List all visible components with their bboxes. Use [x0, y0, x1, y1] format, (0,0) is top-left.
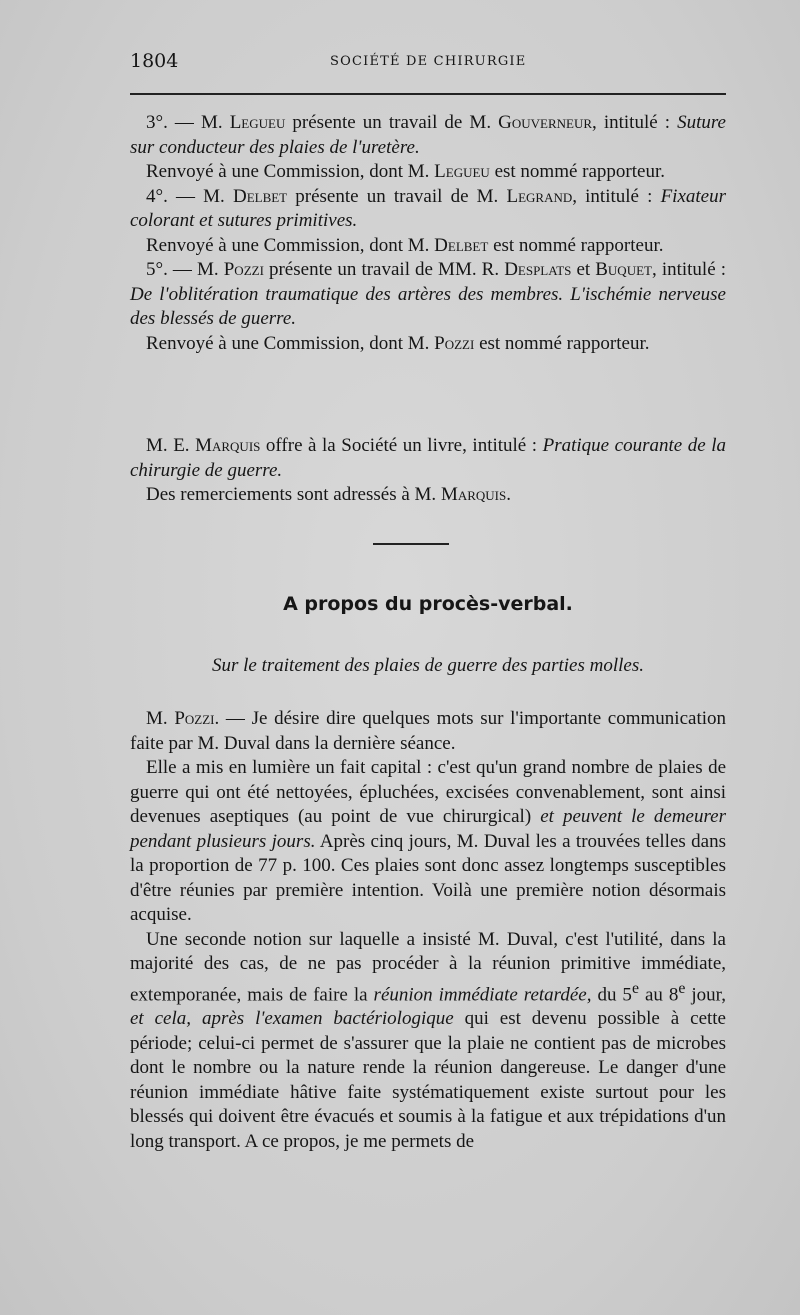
- section-divider: [373, 543, 449, 545]
- marquis-block: [130, 434, 726, 508]
- page-number: 1804: [130, 50, 179, 72]
- paragraph-1: M. Pozzi. — Je désire dire quelques mots sur l'importante communication faite par M. Duval dans la dernière séance.: [130, 708, 727, 754]
- marquis-offer: M. E. Marquis offre à la Société un livre, intitulé : Pratique courante de la chirurgie de guerre.: [130, 435, 726, 481]
- running-title: SOCIÉTÉ DE CHIRURGIE: [330, 54, 527, 69]
- paragraph-3: Une seconde notion sur laquelle a insisté M. Duval, c'est l'utilité, dans la majorité des cas, de ne pas procéder à la réunion primitive immédiate, extemporanée, mais de faire la réunion immédiate retardée, du 5e au 8e jour, et cela, après l'examen bactériologique qui est devenu possible à cette période; celui-ci permet de s'assurer que la plaie ne contient pas de microbes dont le nombre ou la nature rende la réunion dangereuse. Le danger d'une réunion immédiate hâtive faite systématiquement existe surtout pour les blessés qui doivent être évacués et soumis à la fatigue et aux trépidations d'un long transport. A ce propos, je me permets de: [130, 928, 726, 1152]
- item-5-referral: Renvoyé à une Commission, dont M. Pozzi est nommé rapporteur.: [146, 332, 650, 354]
- discussion-body: [130, 707, 726, 1154]
- submissions-block: [130, 111, 726, 356]
- item-3: 3°. — M. Legueu présente un travail de M. Gouverneur, intitulé : Suture sur conducteur des plaies de l'uretère.: [130, 112, 726, 158]
- header-rule: [130, 93, 726, 95]
- section-title: A propos du procès-verbal.: [283, 593, 573, 615]
- section-subtitle: Sur le traitement des plaies de guerre des parties molles.: [211, 655, 644, 676]
- item-5: 5°. — M. Pozzi présente un travail de MM. R. Desplats et Buquet, intitulé : De l'oblitération traumatique des artères des membres. L'ischémie nerveuse des blessés de guerre.: [130, 259, 726, 329]
- item-4: 4°. — M. Delbet présente un travail de M. Legrand, intitulé : Fixateur colorant et sutures primitives.: [130, 185, 727, 231]
- item-3-referral: Renvoyé à une Commission, dont M. Legueu est nommé rapporteur.: [146, 161, 665, 182]
- page-header: [130, 50, 726, 76]
- marquis-thanks: Des remerciements sont adressés à M. Marquis.: [146, 484, 511, 505]
- paragraph-2: Elle a mis en lumière un fait capital : c'est qu'un grand nombre de plaies de guerre qui ont été nettoyées, épluchées, excisées convenablement, sont ainsi devenues aseptiques (au point de vue chirurgical) et peuvent le demeurer pendant plusieurs jours. Après cinq jours, M. Duval les a trouvées telles dans la proportion de 77 p. 100. Ces plaies sont donc assez longtemps susceptibles d'être réunies par première intention. Voilà une première notion désormais acquise.: [130, 757, 727, 925]
- item-4-referral: Renvoyé à une Commission, dont M. Delbet est nommé rapporteur.: [146, 234, 664, 256]
